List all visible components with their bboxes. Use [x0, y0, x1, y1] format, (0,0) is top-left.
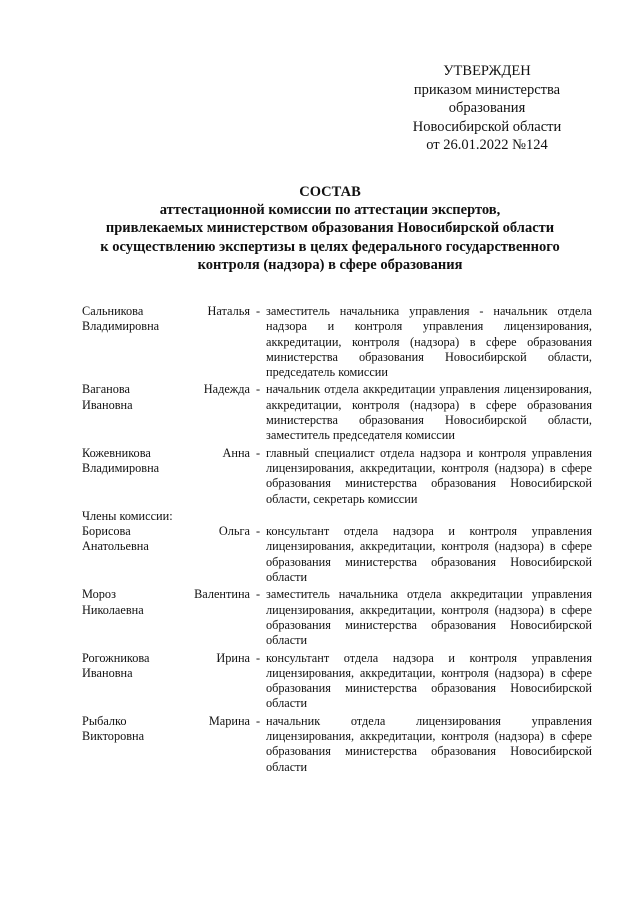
heading-line: к осуществлению экспертизы в целях федерального государственного: [100, 238, 560, 255]
member-patronymic: Владимировна: [82, 319, 160, 334]
heading-title: СОСТАВ: [299, 184, 361, 200]
member-dash: -: [255, 524, 261, 539]
member-role: консультант отдела надзора и контроля управления лицензирования, аккредитации, контроля (надзора) в сфере образования министерства образования Новосибирской области: [266, 524, 592, 585]
member-patronymic: Ивановна: [82, 665, 133, 680]
heading-line: аттестационной комиссии по аттестации экспертов,: [159, 202, 501, 219]
member-role: заместитель начальника управления - начальник отдела надзора и контроля управления лицензирования, аккредитации, контроля (надзора) в сфере образования министерства образования Новосибирской области, председатель комиссии: [266, 304, 592, 380]
commission-list: [82, 304, 592, 777]
member-surname: Мороз: [82, 587, 116, 602]
members-label: Члены комиссии:: [82, 508, 173, 523]
member-surname: Рыбалко: [82, 713, 127, 728]
approval-line: приказом министерства: [413, 81, 561, 98]
member-dash: -: [255, 713, 261, 728]
member-row: [82, 524, 592, 585]
member-row-deputy-chair: [82, 382, 592, 443]
approval-line: образования: [448, 100, 526, 116]
member-role: начальник отдела лицензирования управления лицензирования, аккредитации, контроля (надзора) в сфере образования министерства образования Новосибирской области: [266, 713, 592, 774]
member-dash: -: [255, 445, 261, 460]
member-patronymic: Ивановна: [82, 397, 133, 412]
approval-date: от 26.01.2022 №124: [426, 137, 548, 153]
member-first-name: Анна: [222, 445, 250, 460]
approval-title: УТВЕРЖДЕН: [443, 63, 531, 79]
member-row-chair: [82, 304, 592, 380]
member-name: [82, 446, 250, 507]
member-first-name: Валентина: [194, 587, 250, 602]
member-surname: Сальникова: [82, 304, 144, 318]
member-first-name: Марина: [208, 713, 250, 728]
document-heading: [60, 183, 600, 274]
member-patronymic: Викторовна: [82, 729, 145, 744]
member-name: [82, 524, 250, 585]
member-role: начальник отдела аккредитации управления лицензирования, аккредитации, контроля (надзора) в сфере образования министерства образования Новосибирской области, заместитель председателя комиссии: [266, 382, 592, 443]
member-row-secretary: [82, 446, 592, 507]
member-name: [82, 651, 250, 712]
member-role: заместитель начальника отдела аккредитации управления лицензирования, аккредитации, контроля (надзора) в сфере образования министерства образования Новосибирской области: [266, 587, 592, 648]
member-surname: Кожевникова: [82, 445, 151, 460]
member-surname: Рогожникова: [82, 650, 150, 665]
member-dash: -: [255, 650, 261, 665]
member-name: [82, 382, 250, 443]
heading-line: привлекаемых министерством образования Новосибирской области: [105, 220, 555, 237]
member-patronymic: Николаевна: [82, 602, 144, 617]
approval-line: Новосибирской области: [412, 118, 562, 135]
member-name: [82, 304, 250, 380]
member-row: [82, 714, 592, 775]
member-first-name: Наталья: [207, 304, 250, 318]
member-dash: -: [255, 587, 261, 602]
heading-line: контроля (надзора) в сфере образования: [197, 256, 463, 273]
member-surname: Ваганова: [82, 382, 130, 397]
member-patronymic: Владимировна: [82, 460, 160, 475]
member-first-name: Ирина: [216, 650, 250, 665]
member-dash: -: [255, 382, 261, 397]
approval-block: [395, 62, 579, 155]
member-surname: Борисова: [82, 524, 131, 539]
member-row: [82, 651, 592, 712]
member-dash: -: [255, 304, 261, 318]
member-patronymic: Анатольевна: [82, 539, 149, 554]
member-first-name: Надежда: [203, 382, 250, 397]
member-first-name: Ольга: [218, 524, 250, 539]
member-row: [82, 587, 592, 648]
member-name: [82, 714, 250, 775]
member-role: главный специалист отдела надзора и контроля управления лицензирования, аккредитации, контроля (надзора) в сфере образования министерства образования Новосибирской области, секретарь комиссии: [266, 445, 592, 506]
member-role: консультант отдела надзора и контроля управления лицензирования, аккредитации, контроля (надзора) в сфере образования министерства образования Новосибирской области: [266, 650, 592, 711]
member-name: [82, 587, 250, 648]
